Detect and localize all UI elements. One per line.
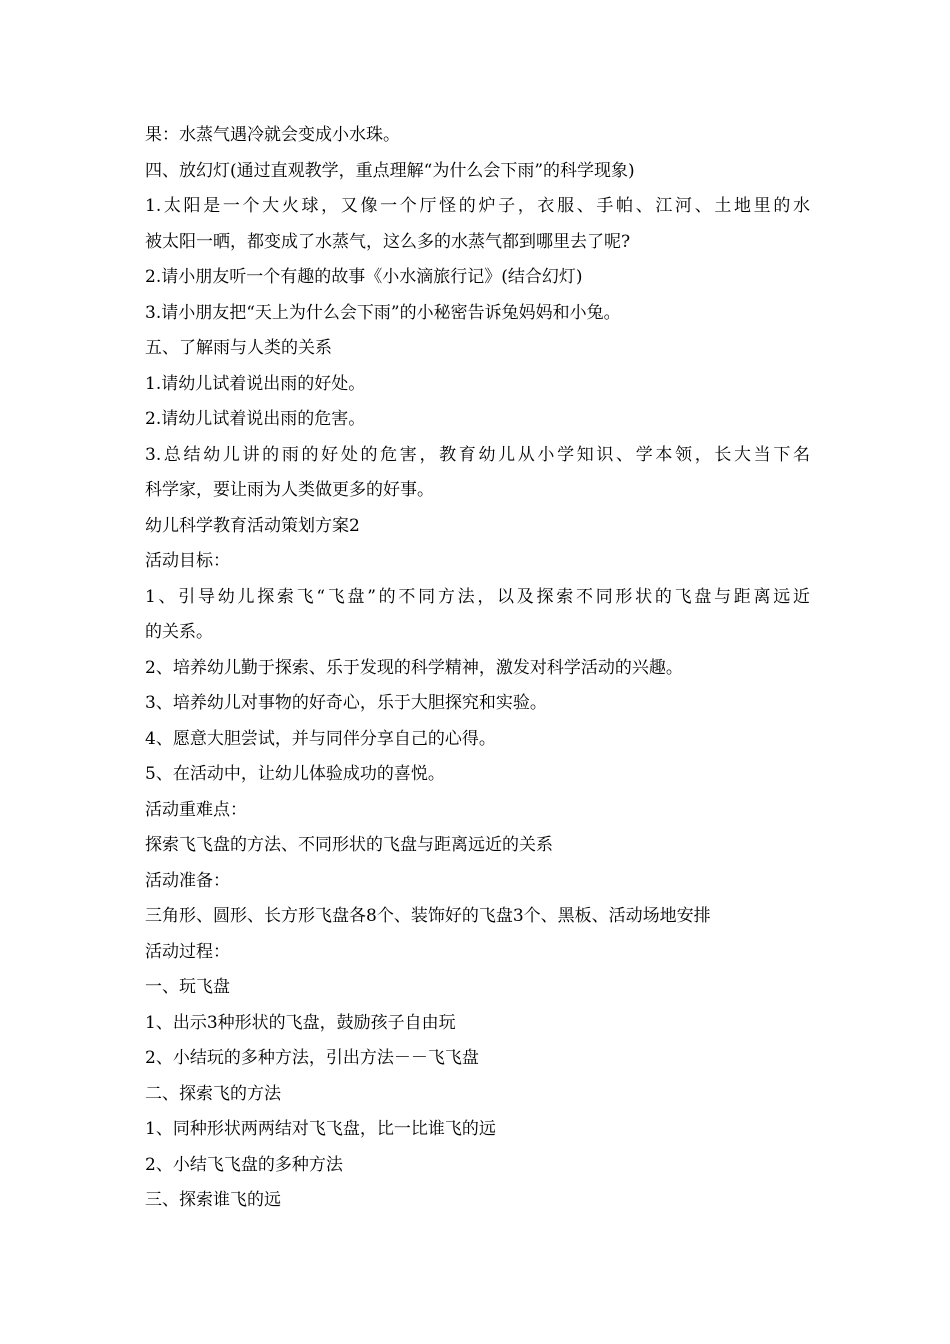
- text-line: 1、同种形状两两结对飞飞盘，比一比谁飞的远: [145, 1119, 496, 1139]
- text-line: 5、在活动中，让幼儿体验成功的喜悦。: [145, 764, 445, 784]
- section-heading: 二、探索飞的方法: [145, 1083, 281, 1104]
- text-line: 3.请小朋友把“天上为什么会下雨”的小秘密告诉兔妈妈和小兔。: [145, 302, 621, 323]
- text-line: 三角形、圆形、长方形飞盘各8个、装饰好的飞盘3个、黑板、活动场地安排: [145, 906, 711, 926]
- text-line: 1.请幼儿试着说出雨的好处。: [145, 373, 366, 394]
- section-heading: 三、探索谁飞的远: [145, 1190, 281, 1210]
- section-heading: 五、了解雨与人类的关系: [145, 338, 332, 358]
- text-line: 1.太阳是一个大火球，又像一个厅怪的炉子，衣服、手帕、江河、土地里的水: [145, 196, 810, 216]
- text-line: 四、放幻灯(通过直观教学，重点理解“为什么会下雨”的科学现象): [145, 160, 635, 181]
- text-line: 2.请幼儿试着说出雨的危害。: [145, 409, 366, 429]
- text-line: 果：水蒸气遇冷就会变成小水珠。: [145, 125, 400, 145]
- text-line: 的关系。: [145, 622, 213, 642]
- text-line: 3.总结幼儿讲的雨的好处的危害，教育幼儿从小学知识、学本领，长大当下名: [145, 444, 810, 465]
- text-line: 2、小结玩的多种方法，引出方法－－飞飞盘: [145, 1048, 479, 1068]
- text-line: 探索飞飞盘的方法、不同形状的飞盘与距离远近的关系: [145, 835, 553, 855]
- text-line: 1、引导幼儿探索飞“飞盘”的不同方法，以及探索不同形状的飞盘与距离远近: [145, 586, 810, 607]
- text-line: 1、出示3种形状的飞盘，鼓励孩子自由玩: [145, 1012, 456, 1033]
- text-line: 被太阳一晒，都变成了水蒸气，这么多的水蒸气都到哪里去了呢?: [145, 231, 631, 252]
- section-heading: 活动过程：: [145, 941, 230, 962]
- text-line: 4、愿意大胆尝试，并与同伴分享自己的心得。: [145, 728, 496, 749]
- text-line: 2、培养幼儿勤于探索、乐于发现的科学精神，激发对科学活动的兴趣。: [145, 657, 683, 678]
- section-heading: 活动重难点：: [145, 799, 247, 820]
- section-heading: 活动准备：: [145, 870, 230, 891]
- section-heading: 一、玩飞盘: [145, 977, 230, 997]
- text-line: 科学家，要让雨为人类做更多的好事。: [145, 480, 434, 500]
- text-line: 2.请小朋友听一个有趣的故事《小水滴旅行记》(结合幻灯): [145, 267, 583, 287]
- document-title: 幼儿科学教育活动策划方案2: [145, 515, 360, 536]
- section-heading: 活动目标：: [145, 551, 230, 571]
- document-body: [145, 118, 810, 1219]
- text-line: 3、培养幼儿对事物的好奇心，乐于大胆探究和实验。: [145, 693, 547, 713]
- text-line: 2、小结飞飞盘的多种方法: [145, 1154, 343, 1175]
